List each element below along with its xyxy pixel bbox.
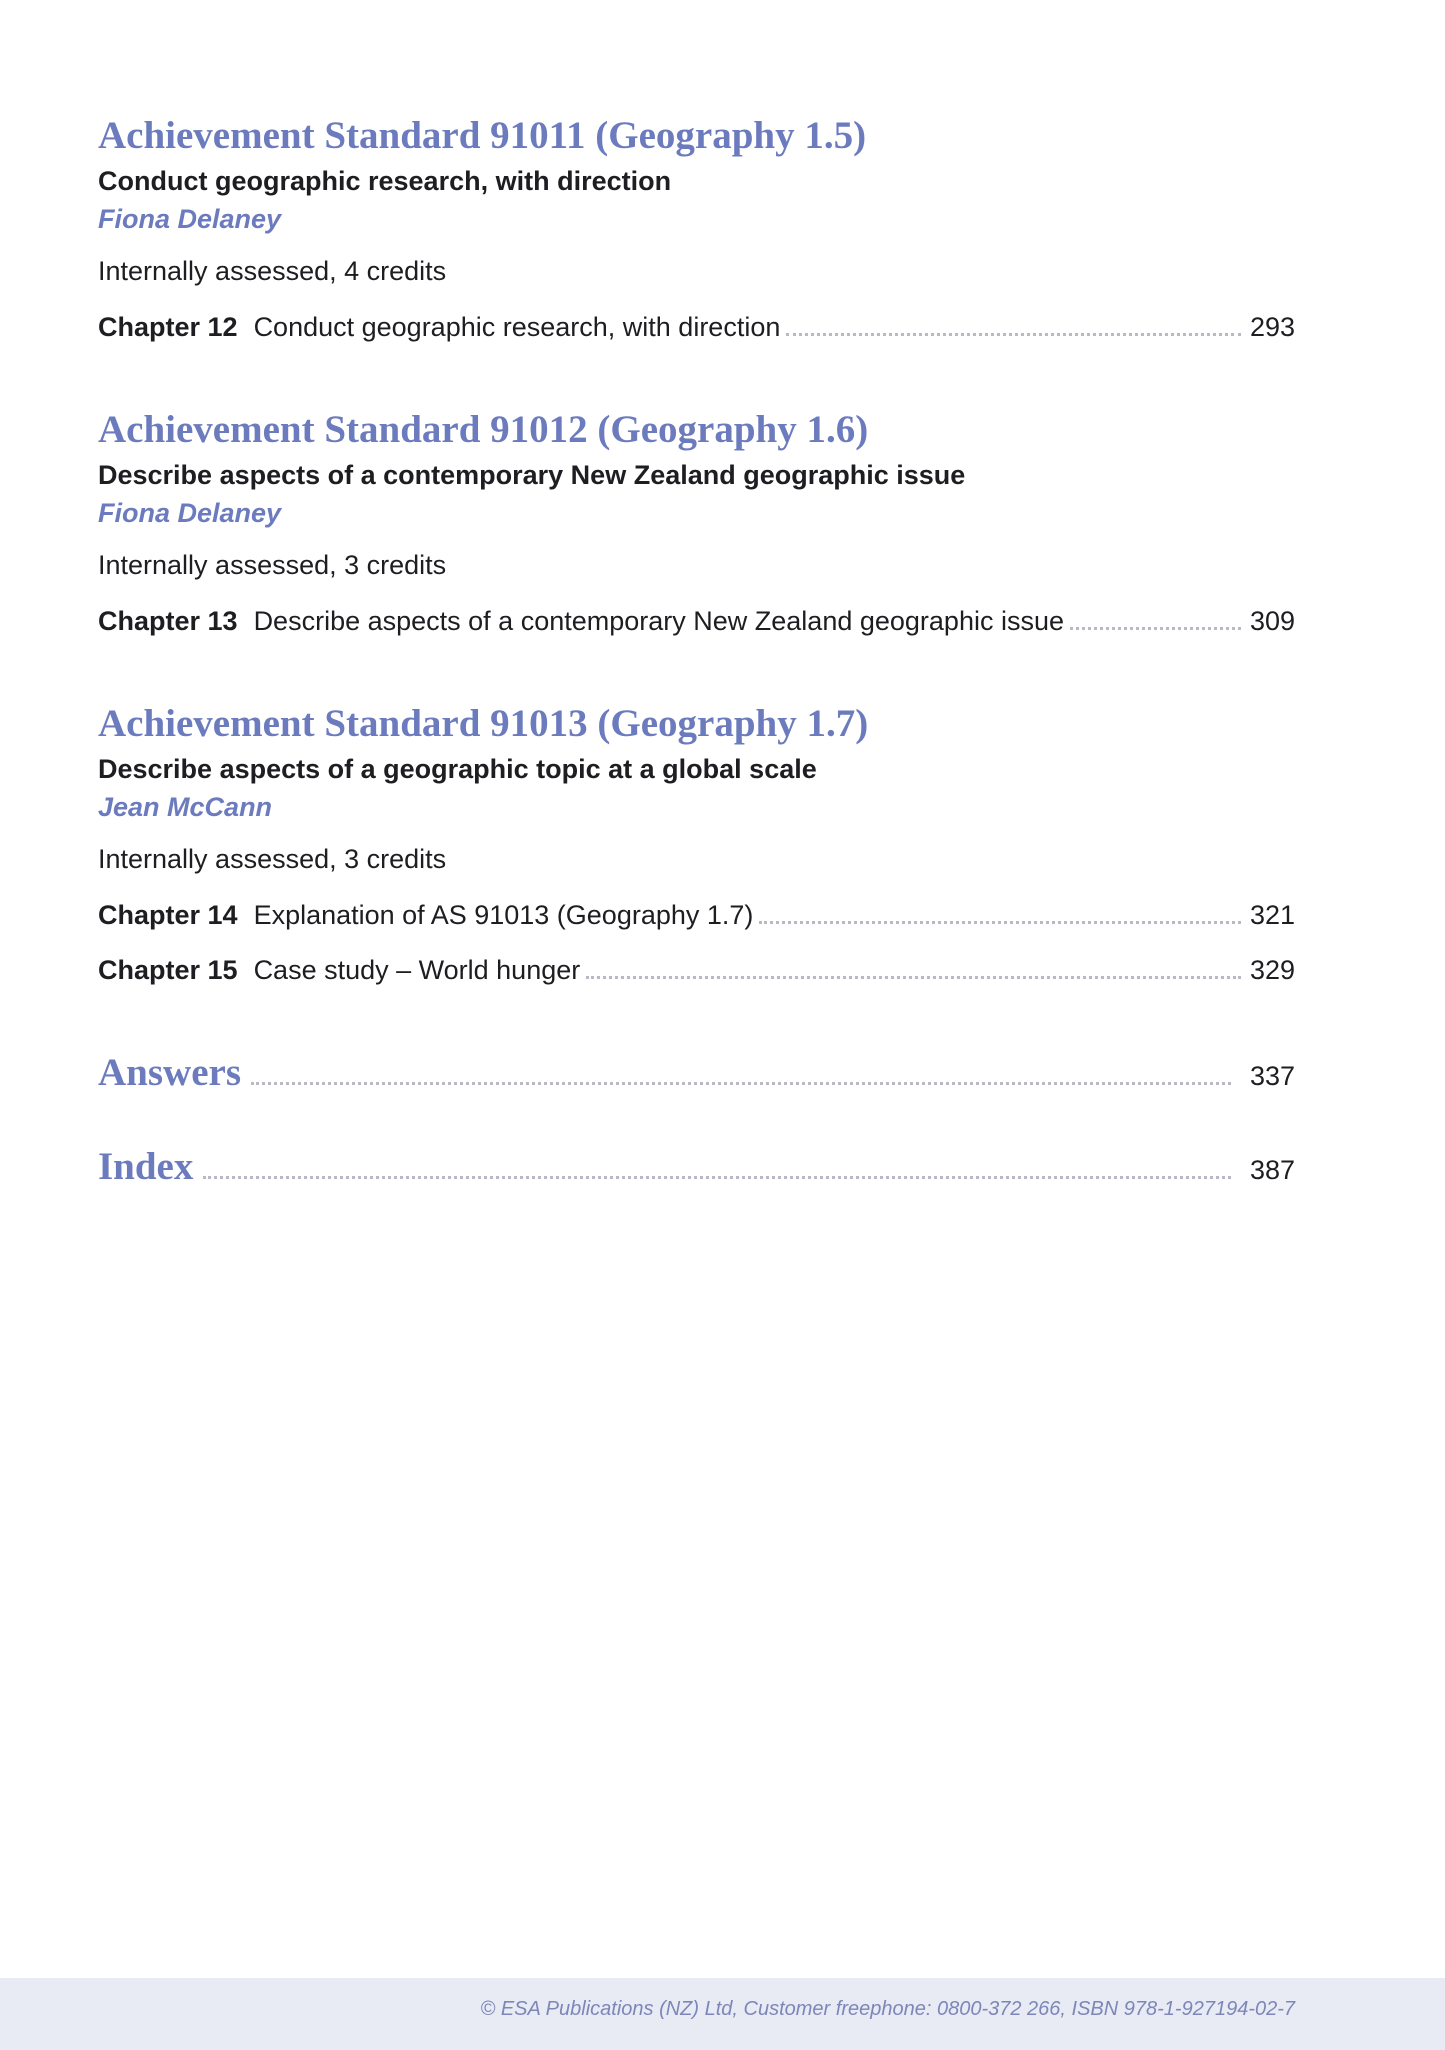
standard-author: Fiona Delaney: [98, 498, 282, 528]
standard-title: Achievement Standard 91012 (Geography 1.6): [98, 408, 869, 451]
chapter-title: Explanation of AS 91013 (Geography 1.7): [253, 900, 754, 930]
chapter-title: Case study – World hunger: [253, 955, 581, 985]
dot-leader: [203, 1176, 1231, 1179]
standard-subtitle: Conduct geographic research, with direction: [98, 166, 672, 196]
toc-entry-chapter-12[interactable]: [98, 308, 1295, 346]
chapter-title: Describe aspects of a contemporary New Zealand geographic issue: [253, 606, 1064, 636]
standard-assessment: Internally assessed, 4 credits: [98, 256, 447, 286]
toc-section-91011: [98, 110, 1295, 346]
toc-entry-chapter-15[interactable]: [98, 951, 1295, 989]
dot-leader: [786, 333, 1241, 336]
page-number: 329: [1249, 955, 1295, 985]
back-matter-title: Index: [98, 1145, 194, 1188]
dot-leader: [251, 1082, 1231, 1085]
page-footer: [0, 1978, 1445, 2050]
dot-leader: [759, 921, 1241, 924]
back-matter-title: Answers: [98, 1051, 241, 1094]
standard-title: Achievement Standard 91011 (Geography 1.5): [98, 114, 867, 157]
toc-section-91013: [98, 698, 1295, 989]
chapter-label: Chapter 12: [98, 312, 238, 342]
page-number: 293: [1249, 312, 1295, 342]
chapter-label: Chapter 13: [98, 606, 238, 636]
dot-leader: [1070, 627, 1241, 630]
standard-author: Fiona Delaney: [98, 204, 282, 234]
standard-title: Achievement Standard 91013 (Geography 1.7): [98, 702, 869, 745]
copyright-text: © ESA Publications (NZ) Ltd, Customer freephone: 0800-372 266, ISBN 978-1-927194-02-7: [480, 1998, 1295, 2020]
table-of-contents: [98, 110, 1295, 1235]
standard-author: Jean McCann: [98, 792, 273, 822]
chapter-title: Conduct geographic research, with direction: [253, 312, 781, 342]
page-number: 321: [1249, 900, 1295, 930]
page-number: 309: [1249, 606, 1295, 636]
standard-assessment: Internally assessed, 3 credits: [98, 550, 447, 580]
toc-section-91012: [98, 404, 1295, 640]
page-number: 387: [1249, 1155, 1295, 1185]
toc-entry-index[interactable]: [98, 1141, 1295, 1193]
page-number: 337: [1249, 1061, 1295, 1091]
standard-subtitle: Describe aspects of a geographic topic at a global scale: [98, 754, 817, 784]
standard-subtitle: Describe aspects of a contemporary New Zealand geographic issue: [98, 460, 966, 490]
standard-assessment: Internally assessed, 3 credits: [98, 844, 447, 874]
toc-entry-chapter-13[interactable]: [98, 602, 1295, 640]
dot-leader: [586, 976, 1241, 979]
toc-entry-chapter-14[interactable]: [98, 896, 1295, 934]
chapter-label: Chapter 15: [98, 955, 238, 985]
toc-entry-answers[interactable]: [98, 1047, 1295, 1099]
chapter-label: Chapter 14: [98, 900, 238, 930]
